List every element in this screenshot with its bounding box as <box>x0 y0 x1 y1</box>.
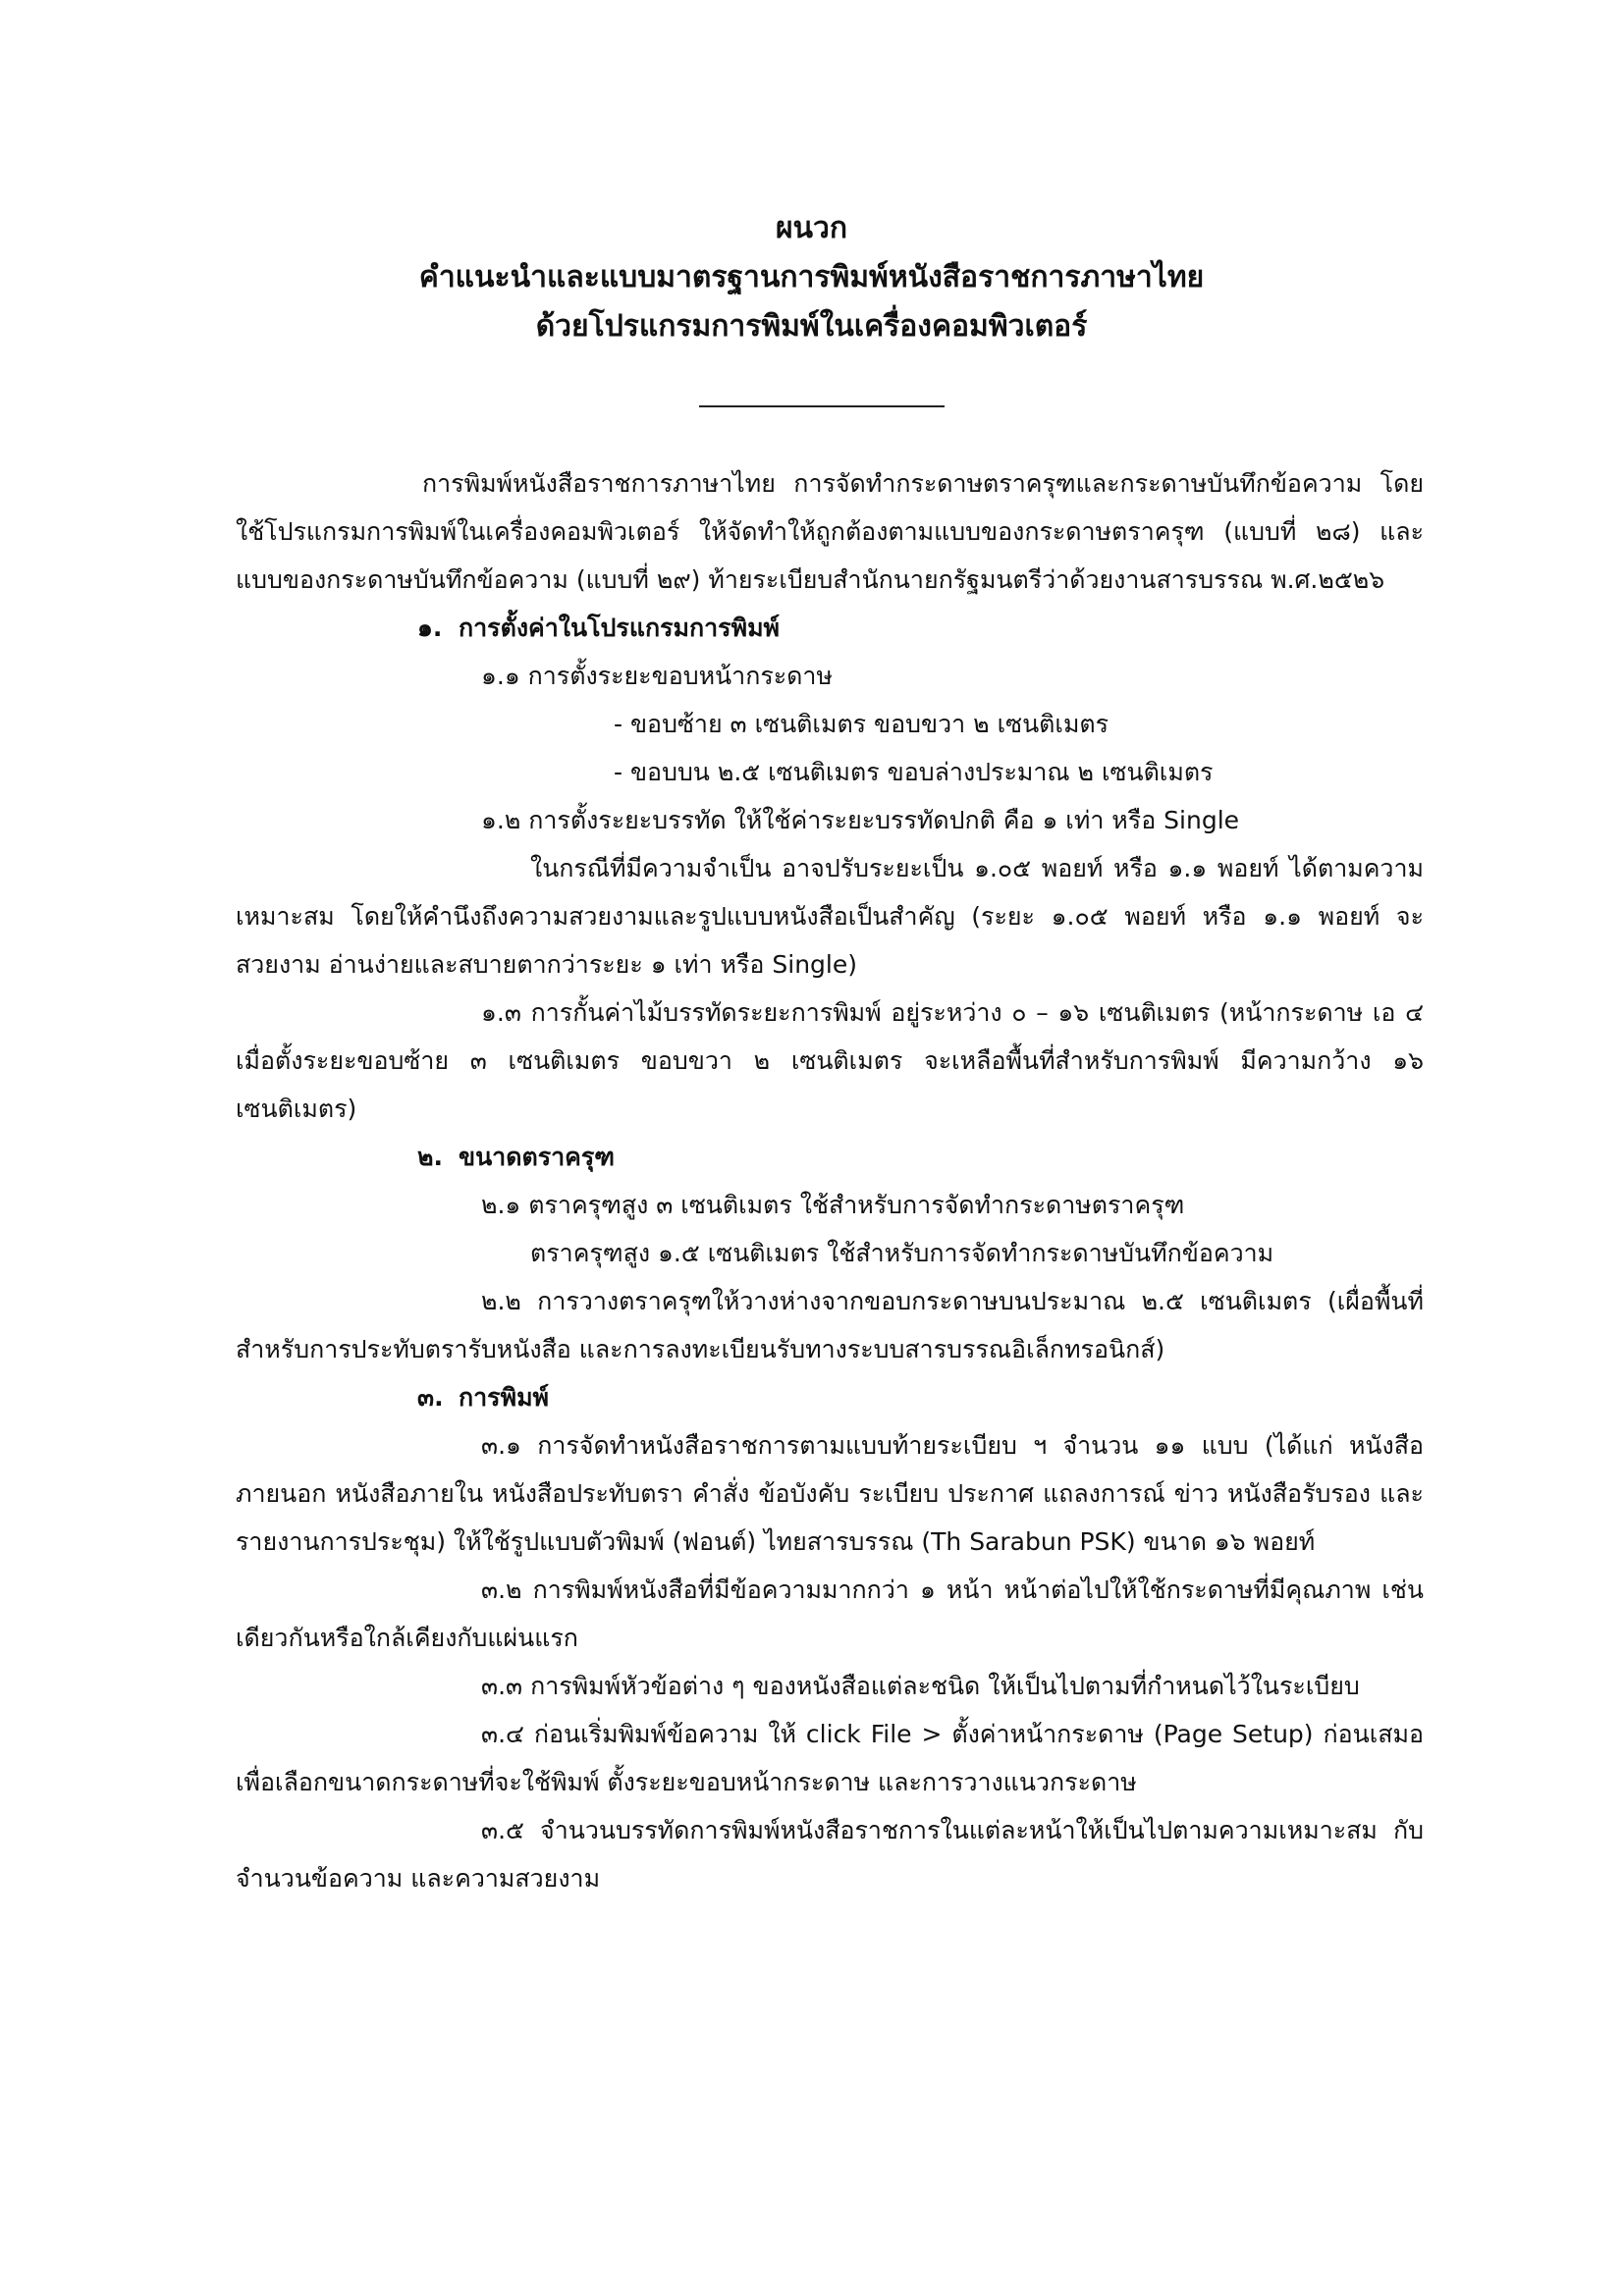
section-3-title: การพิมพ์ <box>459 1383 550 1412</box>
section-3-heading <box>236 1373 1424 1421</box>
item-1-2-continued: ในกรณีที่มีความจำเป็น อาจปรับระยะเป็น ๑.๐๕ พอยท์ หรือ ๑.๑ พอยท์ ได้ตามความเหมาะสม โดยให้คำนึงถึงความสวยงามและรูปแบบหนังสือเป็นสำคัญ (ระยะ ๑.๐๕ พอยท์ หรือ ๑.๑ พอยท์ จะสวยงาม อ่านง่ายและสบายตากว่าระยะ ๑ เท่า หรือ Single) <box>236 854 1424 979</box>
section-2-heading <box>236 1133 1424 1181</box>
item-1-1-detail-1: - ขอบซ้าย ๓ เซนติเมตร ขอบขวา ๒ เซนติเมตร <box>614 710 1109 738</box>
item-2-1-continued: ตราครุฑสูง ๑.๕ เซนติเมตร ใช้สำหรับการจัดทำกระดาษบันทึกข้อความ <box>530 1239 1274 1267</box>
section-1-number: ๑. <box>417 614 443 642</box>
title-annex: ผนวก <box>775 211 848 245</box>
section-2-title: ขนาดตราครุฑ <box>459 1143 616 1171</box>
section-1-heading <box>236 604 1424 652</box>
item-1-1-detail-2: - ขอบบน ๒.๕ เซนติเมตร ขอบล่างประมาณ ๒ เซนติเมตร <box>614 758 1214 786</box>
item-1-1: ๑.๑ การตั้งระยะขอบหน้ากระดาษ <box>481 662 833 690</box>
title-main: คำแนะนำและแบบมาตรฐานการพิมพ์หนังสือราชการภาษาไทย <box>418 260 1205 294</box>
item-2-2: ๒.๒ การวางตราครุฑให้วางห่างจากขอบกระดาษบนประมาณ ๒.๕ เซนติเมตร (เผื่อพื้นที่สำหรับการประทับตรารับหนังสือ และการลงทะเบียนรับทางระบบสารบรรณอิเล็กทรอนิกส์) <box>236 1287 1424 1363</box>
item-1-2: ๑.๒ การตั้งระยะบรรทัด ให้ใช้ค่าระยะบรรทัดปกติ คือ ๑ เท่า หรือ Single <box>481 806 1240 834</box>
item-3-2: ๓.๒ การพิมพ์หนังสือที่มีข้อความมากกว่า ๑ หน้า หน้าต่อไปให้ใช้กระดาษที่มีคุณภาพ เช่นเดียวกันหรือใกล้เคียงกับแผ่นแรก <box>236 1575 1424 1652</box>
section-1-title: การตั้งค่าในโปรแกรมการพิมพ์ <box>459 614 781 642</box>
item-1-3: ๑.๓ การกั้นค่าไม้บรรทัดระยะการพิมพ์ อยู่ระหว่าง ๐ – ๑๖ เซนติเมตร (หน้ากระดาษ เอ ๔ เมื่อตั้งระยะขอบซ้าย ๓ เซนติเมตร ขอบขวา ๒ เซนติเมตร จะเหลือพื้นที่สำหรับการพิมพ์ มีความกว้าง ๑๖ เซนติเมตร) <box>236 998 1424 1123</box>
section-2-number: ๒. <box>417 1143 443 1171</box>
section-3-number: ๓. <box>417 1383 444 1412</box>
title-sub: ด้วยโปรแกรมการพิมพ์ในเครื่องคอมพิวเตอร์ <box>535 309 1088 344</box>
item-3-5: ๓.๕ จำนวนบรรทัดการพิมพ์หนังสือราชการในแต่ละหน้าให้เป็นไปตามความเหมาะสม กับจำนวนข้อความ และความสวยงาม <box>236 1816 1424 1893</box>
item-3-3: ๓.๓ การพิมพ์หัวข้อต่าง ๆ ของหนังสือแต่ละชนิด ให้เป็นไปตามที่กำหนดไว้ในระเบียบ <box>481 1672 1360 1700</box>
title-block <box>0 204 1623 351</box>
item-3-1: ๓.๑ การจัดทำหนังสือราชการตามแบบท้ายระเบียบ ฯ จำนวน ๑๑ แบบ (ได้แก่ หนังสือภายนอก หนังสือภายใน หนังสือประทับตรา คำสั่ง ข้อบังคับ ระเบียบ ประกาศ แถลงการณ์ ข่าว หนังสือรับรอง และรายงานการประชุม) ให้ใช้รูปแบบตัวพิมพ์ (ฟอนต์) ไทยสารบรรณ (Th Sarabun PSK) ขนาด ๑๖ พอยท์ <box>236 1431 1424 1556</box>
item-2-1: ๒.๑ ตราครุฑสูง ๓ เซนติเมตร ใช้สำหรับการจัดทำกระดาษตราครุฑ <box>481 1191 1185 1219</box>
intro-paragraph: การพิมพ์หนังสือราชการภาษาไทย การจัดทำกระดาษตราครุฑและกระดาษบันทึกข้อความ โดยใช้โปรแกรมการพิมพ์ในเครื่องคอมพิวเตอร์ ให้จัดทำให้ถูกต้องตามแบบของกระดาษตราครุฑ (แบบที่ ๒๘) และแบบของกระดาษบันทึกข้อความ (แบบที่ ๒๙) ท้ายระเบียบสำนักนายกรัฐมนตรีว่าด้วยงานสารบรรณ พ.ศ.๒๕๒๖ <box>236 469 1424 594</box>
item-3-4: ๓.๔ ก่อนเริ่มพิมพ์ข้อความ ให้ click File > ตั้งค่าหน้ากระดาษ (Page Setup) ก่อนเสมอ เพื่อเลือกขนาดกระดาษที่จะใช้พิมพ์ ตั้งระยะขอบหน้ากระดาษ และการวางแนวกระดาษ <box>236 1720 1424 1796</box>
document-body <box>236 459 1424 1902</box>
title-divider <box>699 405 945 407</box>
